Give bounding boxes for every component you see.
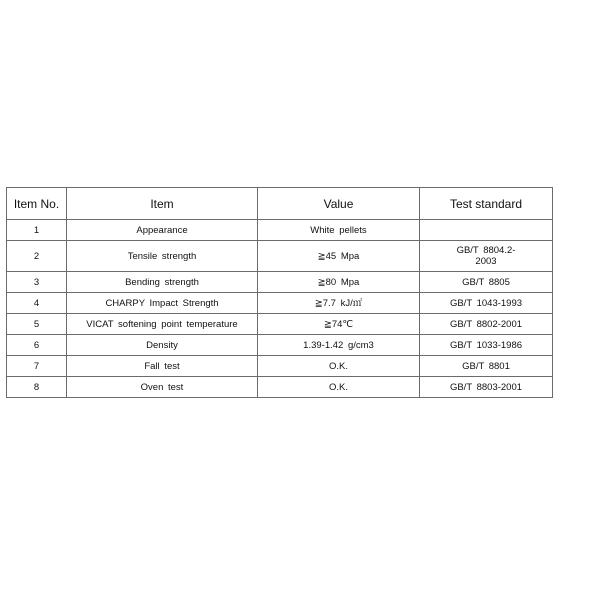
cell-item-no: 4	[7, 293, 67, 314]
cell-item: Oven test	[67, 377, 258, 398]
cell-item-no: 5	[7, 314, 67, 335]
cell-item-no: 3	[7, 272, 67, 293]
cell-item-no: 2	[7, 241, 67, 272]
cell-value: 1.39-1.42 g/cm3	[258, 335, 420, 356]
cell-item: Fall test	[67, 356, 258, 377]
cell-test-standard: GB/T 8802-2001	[420, 314, 553, 335]
header-item-no: Item No.	[7, 188, 67, 220]
cell-test-standard: GB/T 8801	[420, 356, 553, 377]
cell-test-standard: GB/T 8803-2001	[420, 377, 553, 398]
cell-value: ≧74℃	[258, 314, 420, 335]
cell-item: Tensile strength	[67, 241, 258, 272]
cell-item: Density	[67, 335, 258, 356]
cell-test-standard: GB/T 8804.2-2003	[420, 241, 553, 272]
cell-item: CHARPY Impact Strength	[67, 293, 258, 314]
cell-item: Bending strength	[67, 272, 258, 293]
cell-item-no: 8	[7, 377, 67, 398]
cell-value: O.K.	[258, 377, 420, 398]
table-header-row	[7, 188, 553, 220]
header-test-standard: Test standard	[420, 188, 553, 220]
cell-value: O.K.	[258, 356, 420, 377]
cell-test-standard	[420, 220, 553, 241]
table-row	[7, 241, 553, 272]
cell-item-no: 7	[7, 356, 67, 377]
cell-item-no: 1	[7, 220, 67, 241]
table-row	[7, 356, 553, 377]
cell-item: Appearance	[67, 220, 258, 241]
table-row	[7, 377, 553, 398]
spec-table-container	[6, 187, 552, 398]
table-row	[7, 335, 553, 356]
header-value: Value	[258, 188, 420, 220]
cell-test-standard: GB/T 1033-1986	[420, 335, 553, 356]
table-row	[7, 293, 553, 314]
cell-test-standard: GB/T 8805	[420, 272, 553, 293]
table-row	[7, 220, 553, 241]
cell-value: ≧80 Mpa	[258, 272, 420, 293]
cell-value: ≧7.7 kJ/㎡	[258, 293, 420, 314]
cell-item-no: 6	[7, 335, 67, 356]
cell-value: White pellets	[258, 220, 420, 241]
cell-item: VICAT softening point temperature	[67, 314, 258, 335]
table-row	[7, 272, 553, 293]
spec-table	[6, 187, 553, 398]
cell-value: ≧45 Mpa	[258, 241, 420, 272]
header-item: Item	[67, 188, 258, 220]
cell-test-standard: GB/T 1043-1993	[420, 293, 553, 314]
table-row	[7, 314, 553, 335]
